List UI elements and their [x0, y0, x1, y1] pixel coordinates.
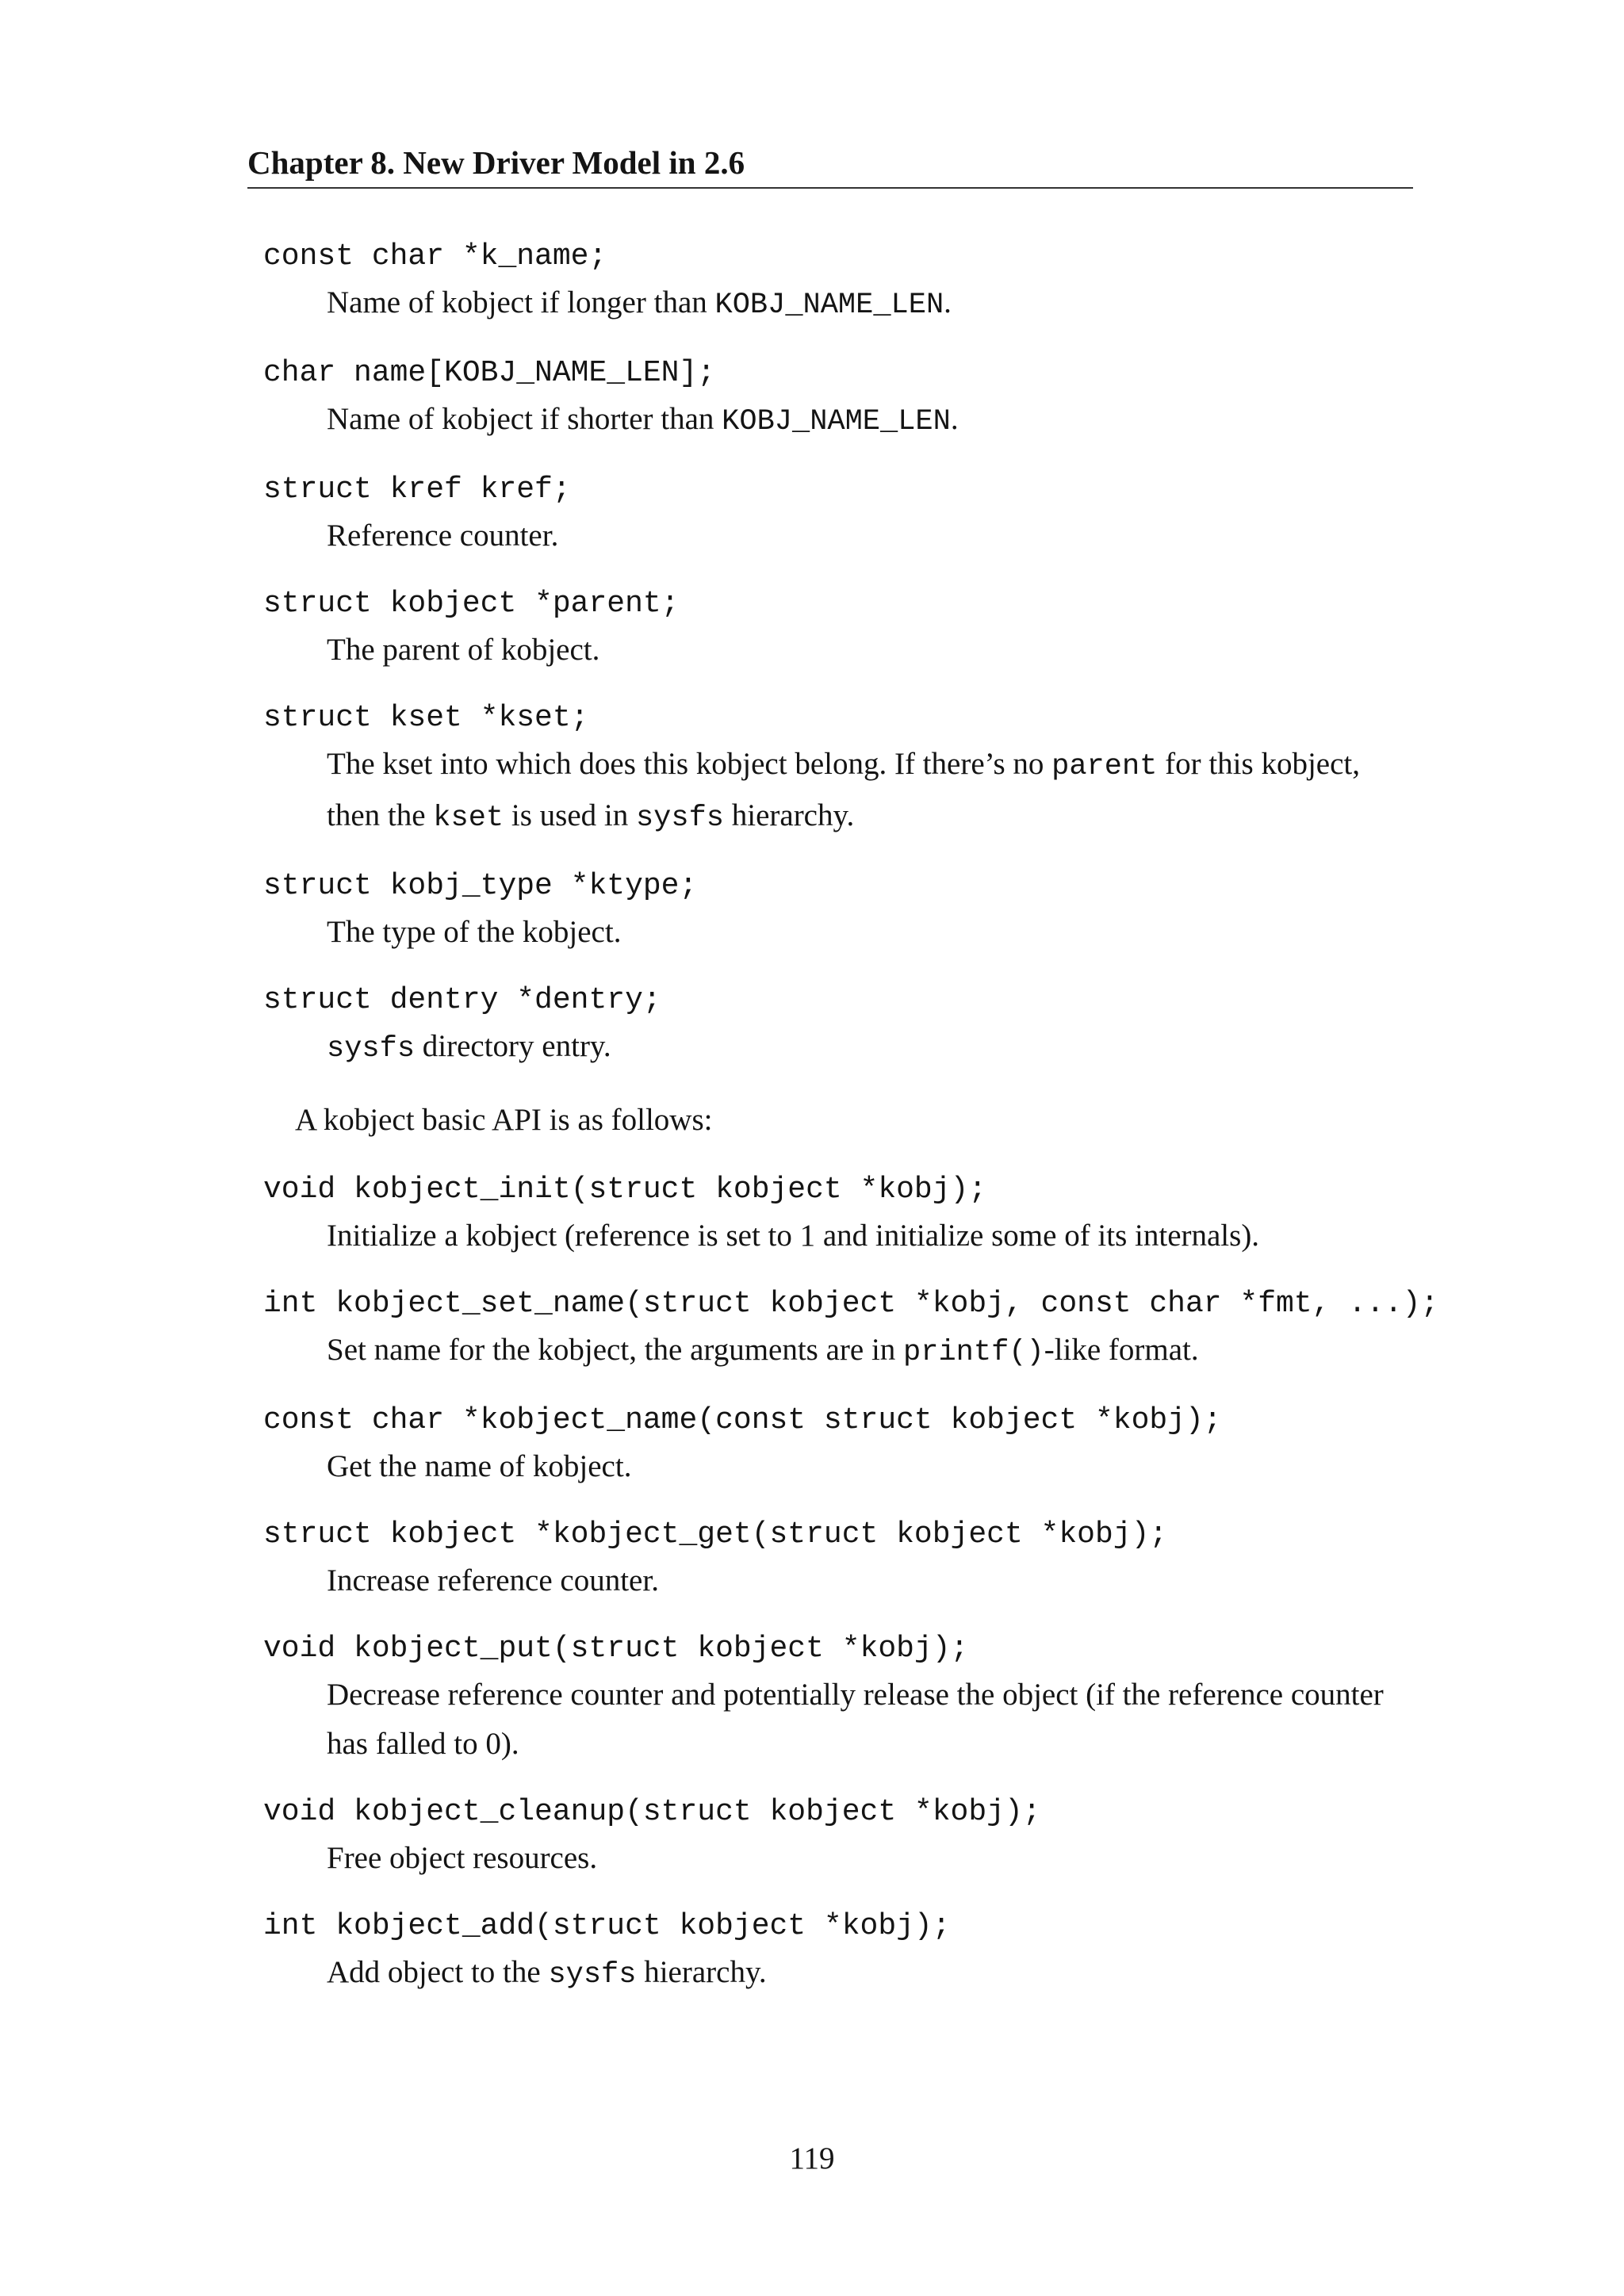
description-text: Name of kobject if shorter than: [327, 402, 722, 436]
api-signature: int kobject_set_name(struct kobject *kobj, const char *fmt, ...);: [263, 1287, 1439, 1321]
description-text: The parent of kobject.: [327, 633, 600, 667]
description-text: hierarchy.: [636, 1955, 767, 1989]
page-number: 119: [789, 2141, 835, 2175]
field-entry: [263, 979, 1413, 1073]
api-entry: [263, 1791, 1413, 1883]
description-text: hierarchy.: [724, 798, 855, 832]
field-description: [327, 1022, 1413, 1073]
api-description: [327, 1948, 1413, 1999]
field-signature: struct kref kref;: [263, 473, 571, 507]
api-intro: A kobject basic API is as follows:: [295, 1103, 713, 1137]
api-signature: const char *kobject_name(const struct kobject *kobj);: [263, 1403, 1222, 1437]
description-text: directory entry.: [415, 1029, 611, 1063]
description-text: Add object to the: [327, 1955, 549, 1989]
inline-code: KOBJ_NAME_LEN: [714, 289, 944, 322]
api-description: [327, 1556, 1413, 1605]
field-entry: [263, 235, 1413, 330]
header-rule: [247, 187, 1413, 189]
description-text: Decrease reference counter and potentially release the object (if the reference counter has falled to 0).: [327, 1678, 1384, 1761]
field-signature: char name[KOBJ_NAME_LEN];: [263, 356, 716, 390]
field-description: [327, 278, 1413, 330]
api-entry: [263, 1283, 1439, 1377]
description-text: -like format.: [1044, 1333, 1199, 1367]
inline-code: KOBJ_NAME_LEN: [722, 405, 951, 438]
description-text: The kset into which does this kobject belong. If there’s no: [327, 747, 1052, 781]
description-text: Free object resources.: [327, 1841, 598, 1875]
field-entry: [263, 469, 1413, 561]
inline-code: sysfs: [327, 1032, 416, 1066]
field-description: [327, 740, 1413, 843]
api-description: [327, 1670, 1413, 1769]
field-entry: [263, 583, 1413, 675]
kobject-api-list: [263, 1169, 1439, 1999]
field-entry: [263, 697, 1413, 843]
description-text: is used in: [504, 798, 636, 832]
description-text: .: [950, 402, 959, 436]
inline-code: sysfs: [635, 802, 724, 835]
description-text: for this kobject, then the: [327, 747, 1360, 832]
api-entry: [263, 1513, 1413, 1605]
api-description: [327, 1211, 1413, 1261]
api-entry: [263, 1905, 1413, 1999]
field-signature: struct kset *kset;: [263, 701, 589, 735]
description-text: Set name for the kobject, the arguments are in: [327, 1333, 904, 1367]
inline-code: printf(): [903, 1336, 1044, 1369]
inline-code: parent: [1051, 750, 1158, 783]
field-description: [327, 395, 1413, 446]
page-content: [263, 235, 1439, 2022]
description-text: Increase reference counter.: [327, 1563, 659, 1598]
field-description: [327, 908, 1413, 957]
description-text: Get the name of kobject.: [327, 1449, 632, 1483]
api-signature: void kobject_put(struct kobject *kobj);: [263, 1632, 969, 1666]
field-entry: [263, 352, 1413, 446]
description-text: .: [944, 285, 952, 320]
field-description: [327, 511, 1413, 561]
kobject-fields-list: [263, 235, 1413, 1073]
description-text: Name of kobject if longer than: [327, 285, 715, 320]
field-signature: struct kobject *parent;: [263, 587, 680, 621]
api-signature: void kobject_cleanup(struct kobject *kobj);: [263, 1795, 1041, 1829]
running-header: Chapter 8. New Driver Model in 2.6: [247, 144, 745, 181]
inline-code: sysfs: [548, 1958, 637, 1992]
field-signature: struct kobj_type *ktype;: [263, 869, 698, 903]
inline-code: kset: [433, 802, 504, 835]
api-signature: struct kobject *kobject_get(struct kobject *kobj);: [263, 1517, 1168, 1552]
api-description: [327, 1442, 1413, 1491]
description-text: The type of the kobject.: [327, 915, 622, 949]
api-entry: [263, 1399, 1413, 1491]
field-entry: [263, 865, 1413, 957]
description-text: Reference counter.: [327, 519, 559, 553]
field-signature: const char *k_name;: [263, 239, 607, 274]
field-signature: struct dentry *dentry;: [263, 983, 661, 1017]
api-signature: void kobject_init(struct kobject *kobj);: [263, 1173, 987, 1207]
api-signature: int kobject_add(struct kobject *kobj);: [263, 1909, 951, 1943]
api-description: [327, 1834, 1413, 1883]
api-entry: [263, 1169, 1413, 1261]
api-entry: [263, 1628, 1413, 1769]
description-text: Initialize a kobject (reference is set to 1 and initialize some of its internals).: [327, 1219, 1260, 1253]
field-description: [327, 626, 1413, 675]
api-description: [327, 1326, 1413, 1377]
